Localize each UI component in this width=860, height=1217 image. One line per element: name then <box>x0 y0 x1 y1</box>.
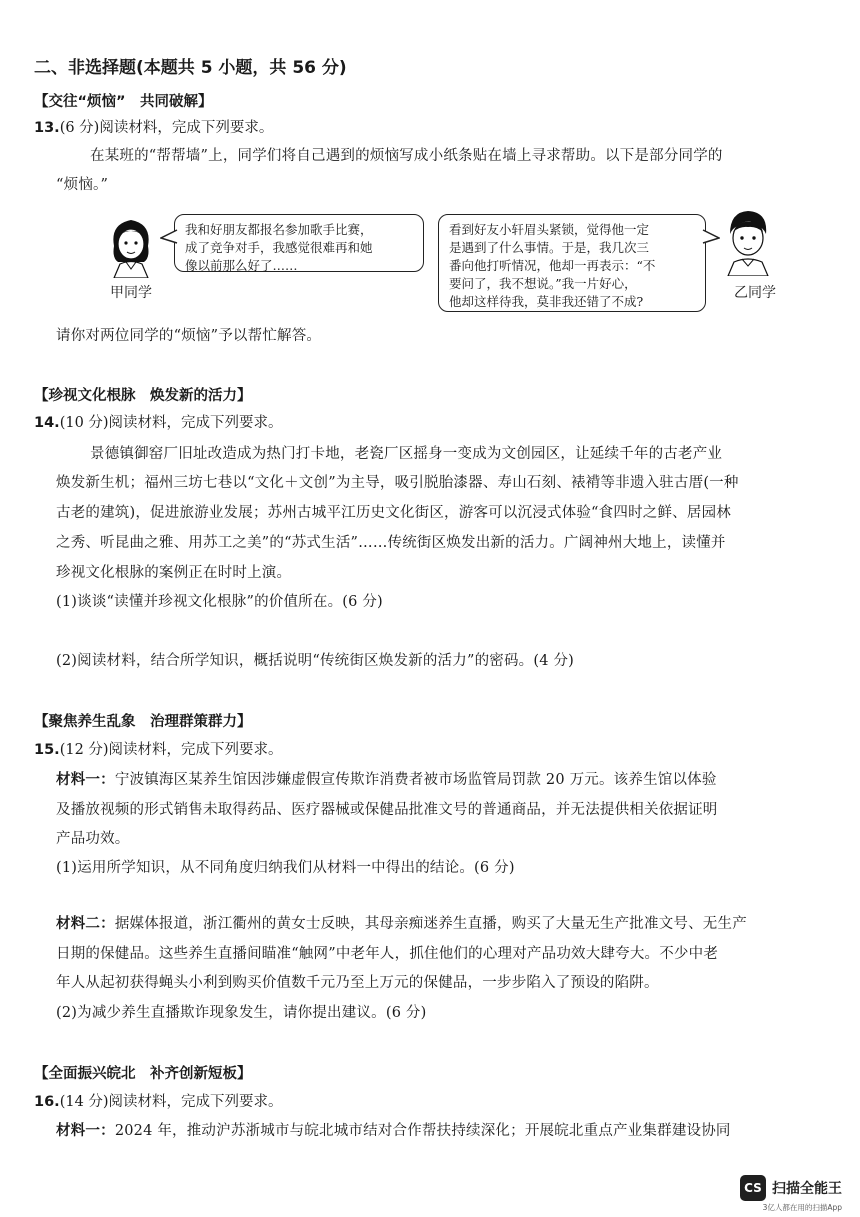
material-label: 材料二： <box>56 915 115 932</box>
question-15-heading <box>34 740 283 760</box>
bubble-line: 像以前那么好了…… <box>185 258 298 273</box>
material-text: 2024 年，推动沪苏浙城市与皖北城市结对合作帮扶持续深化；开展皖北重点产业集群建设协同 <box>114 1123 731 1139</box>
watermark-tagline: 3亿人都在用的扫描App <box>762 1203 842 1212</box>
q14-material-line: 古老的建筑)，促进旅游业发展；苏州古城平江历史文化街区，游客可以沉浸式体验“食四时之鲜、居园林 <box>56 505 731 521</box>
question-number: 16. <box>34 1094 60 1110</box>
girl-student-icon <box>104 212 158 278</box>
student-a-name: 甲同学 <box>110 285 152 301</box>
question-instruction: (14 分)阅读材料，完成下列要求。 <box>59 1094 283 1110</box>
q15-subquestion-1: (1)运用所学知识，从不同角度归纳我们从材料一中得出的结论。(6 分) <box>56 860 515 876</box>
question-number: 14. <box>34 415 60 431</box>
question-16-heading <box>34 1092 283 1112</box>
material-text: 据媒体报道，浙江衢州的黄女士反映，其母亲痴迷养生直播，购买了大量无生产批准文号、无生产 <box>114 916 747 932</box>
q13-task: 请你对两位同学的“烦恼”予以帮忙解答。 <box>56 328 322 344</box>
bubble-line: 番向他打听情况，他却一再表示：“不 <box>449 258 656 273</box>
bubble-tail-icon <box>160 228 178 246</box>
q15-material-1-line: 及播放视频的形式销售未取得药品、医疗器械或保健品批准文号的普通商品，并无法提供相关依据证明 <box>56 802 718 818</box>
q16-material-1-line <box>56 1121 731 1141</box>
student-a-speech-bubble <box>174 214 424 272</box>
material-label: 材料一： <box>56 771 115 788</box>
question-instruction: (10 分)阅读材料，完成下列要求。 <box>59 415 283 431</box>
q14-subquestion-1: (1)谈谈“读懂并珍视文化根脉”的价值所在。(6 分) <box>56 594 383 610</box>
material-text: 宁波镇海区某养生馆因涉嫌虚假宣传欺诈消费者被市场监管局罚款 20 万元。该养生馆以体验 <box>114 772 717 788</box>
q15-material-1-line <box>56 770 717 790</box>
question-14-heading <box>34 413 283 433</box>
bubble-tail-icon <box>702 228 720 246</box>
question-instruction: (12 分)阅读材料，完成下列要求。 <box>59 742 283 758</box>
q14-material-line: 之秀、听昆曲之雅、用苏工之美”的“苏式生活”……传统街区焕发出新的活力。广阔神州大地上，读懂并 <box>56 535 726 551</box>
q13-intro-line: “烦恼。” <box>56 177 109 193</box>
q14-material-line: 焕发新生机；福州三坊七巷以“文化＋文创”为主导，吸引脱胎漆器、寿山石刻、裱褙等非遗入驻古厝(一种 <box>56 475 739 491</box>
camscanner-logo-icon: CS <box>740 1175 766 1201</box>
student-b-name: 乙同学 <box>734 285 776 301</box>
bubble-line: 看到好友小轩眉头紧锁，觉得他一定 <box>449 222 650 237</box>
q15-material-2-line: 日期的保健品。这些养生直播间瞄准“触网”中老年人，抓住他们的心理对产品功效大肆夸大。不少中老 <box>56 946 719 962</box>
watermark-app-name: 扫描全能王 <box>772 1181 842 1197</box>
bubble-line: 要问了，我不想说。”我一片好心， <box>449 276 637 291</box>
question-number: 13. <box>34 120 60 136</box>
bubble-line: 我和好朋友都报名参加歌手比赛， <box>185 222 373 237</box>
q13-intro-line: 在某班的“帮帮墙”上，同学们将自己遇到的烦恼写成小纸条贴在墙上寻求帮助。以下是部分同学的 <box>90 148 723 164</box>
section-heading-1: 【交往“烦恼” 共同破解】 <box>34 94 213 110</box>
part-title: 二、非选择题(本题共 5 小题，共 56 分) <box>34 58 347 78</box>
q15-material-2-line <box>56 914 747 934</box>
section-heading-2: 【珍视文化根脉 焕发新的活力】 <box>34 388 252 404</box>
q14-subquestion-2: (2)阅读材料，结合所学知识，概括说明“传统街区焕发新的活力”的密码。(4 分) <box>56 653 575 669</box>
q15-material-1-line: 产品功效。 <box>56 831 130 847</box>
question-13-heading <box>34 118 273 138</box>
bubble-line: 成了竞争对手，我感觉很难再和她 <box>185 240 373 255</box>
bubble-line: 是遇到了什么事情。于是，我几次三 <box>449 240 650 255</box>
question-number: 15. <box>34 742 60 758</box>
section-heading-4: 【全面振兴皖北 补齐创新短板】 <box>34 1066 252 1082</box>
q14-material-line: 珍视文化根脉的案例正在时时上演。 <box>56 565 292 581</box>
scanner-watermark <box>740 1175 842 1201</box>
boy-student-icon <box>720 206 776 276</box>
question-instruction: (6 分)阅读材料，完成下列要求。 <box>59 120 274 136</box>
q15-subquestion-2: (2)为减少养生直播欺诈现象发生，请你提出建议。(6 分) <box>56 1005 427 1021</box>
student-b-speech-bubble <box>438 214 706 312</box>
bubble-line: 他却这样待我，莫非我还错了不成? <box>449 294 644 309</box>
q15-material-2-line: 年人从起初获得蝇头小利到购买价值数千元乃至上万元的保健品，一步步陷入了预设的陷阱。 <box>56 975 659 991</box>
q14-material-line: 景德镇御窑厂旧址改造成为热门打卡地，老瓷厂区摇身一变成为文创园区，让延续千年的古老产业 <box>90 446 723 462</box>
section-heading-3: 【聚焦养生乱象 治理群策群力】 <box>34 714 252 730</box>
material-label: 材料一： <box>56 1122 115 1139</box>
